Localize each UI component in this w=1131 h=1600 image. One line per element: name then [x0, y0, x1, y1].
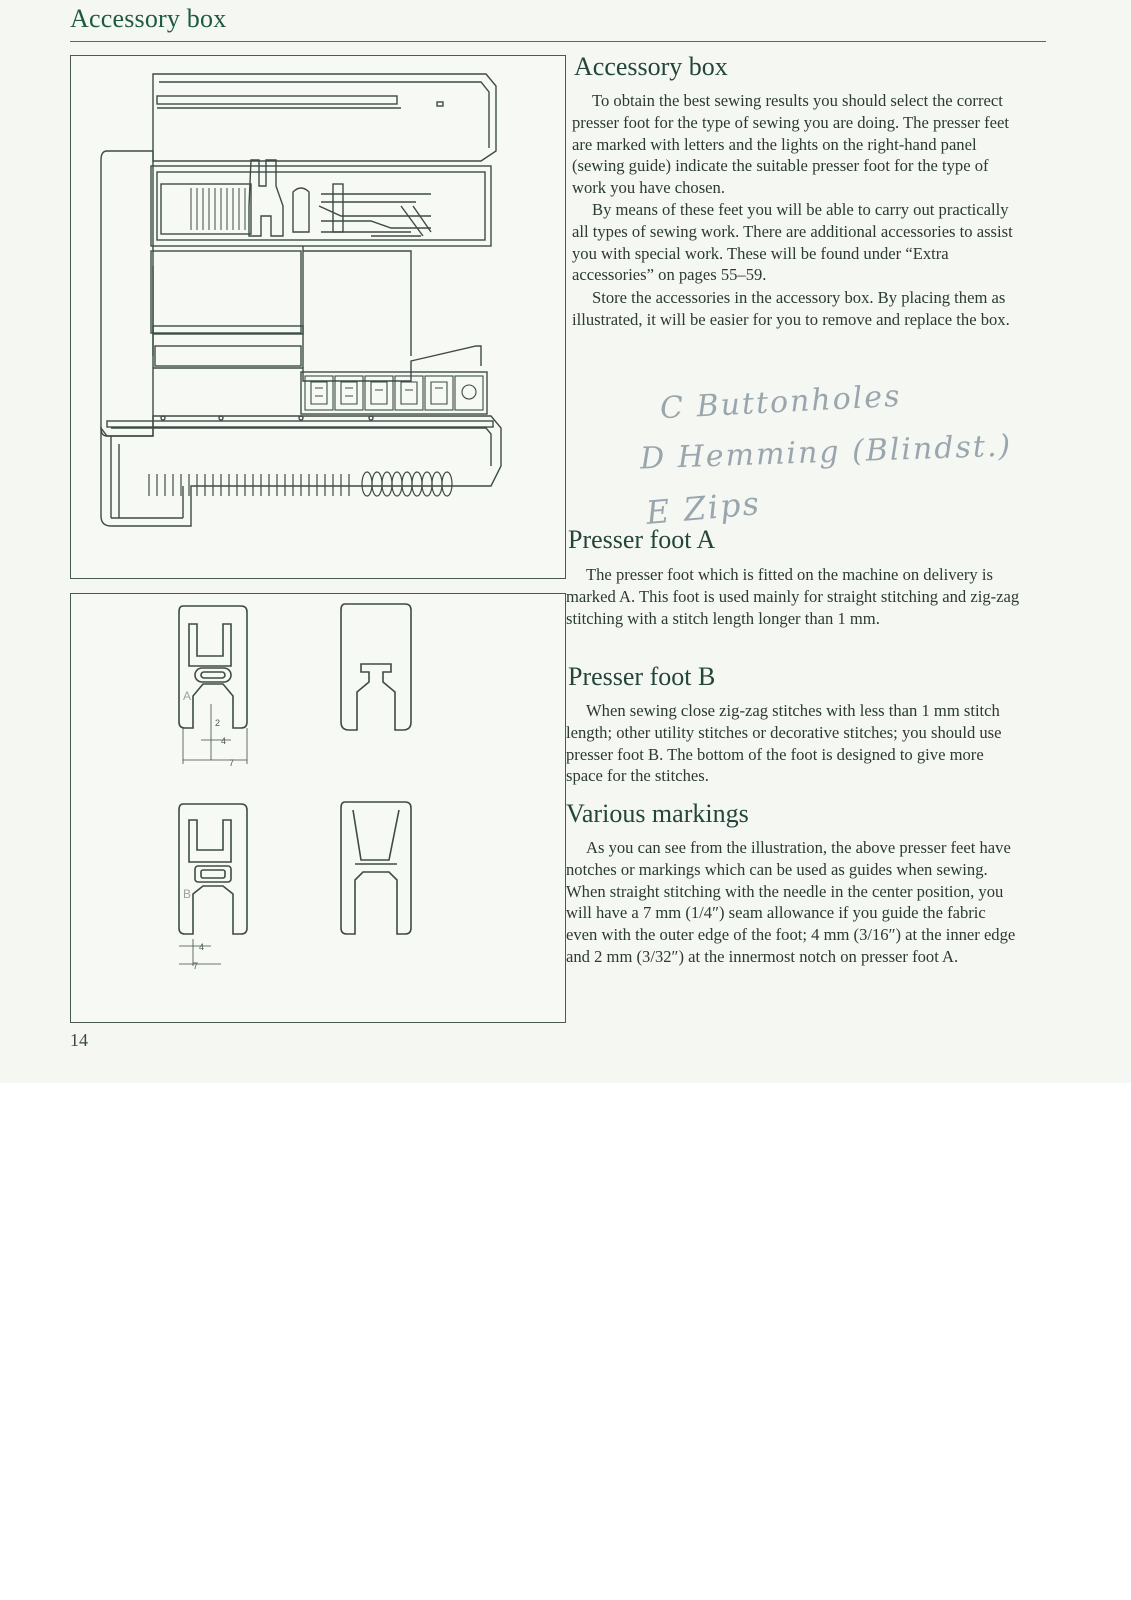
handwritten-note: C Buttonholes	[659, 378, 903, 427]
paragraph: The presser foot which is fitted on the machine on delivery is marked A. This foot is used mainly for straight stitching and zig-zag stitching with a stitch length longer than 1 mm.	[566, 565, 1020, 628]
section-heading-various-markings: Various markings	[566, 799, 749, 828]
svg-text:A: A	[183, 689, 192, 703]
handwritten-note: D Hemming (Blindst.)	[639, 428, 1013, 477]
presser-foot-b-drawing	[179, 804, 247, 971]
paragraph: As you can see from the illustration, the above presser feet have notches or markings which can be used as guides when sewing. When straight stitching with the needle in the center position, you will have a 7 mm (1/4″) seam allowance if you guide the fabric even with the outer edge of the foot; 4 mm (3/16″) at the inner edge and 2 mm (3/32″) at the innermost notch on presser foot A.	[566, 838, 1016, 966]
page-number: 14	[70, 1030, 88, 1050]
running-head: Accessory box	[70, 4, 227, 33]
presser-foot-a-drawing	[179, 606, 247, 768]
paragraph: To obtain the best sewing results you should select the correct presser foot for the type of sewing you are doing. The presser feet are marked with letters and the lights on the right-hand panel (sewing guide) indicate the suitable presser foot for the type of work you have chosen.	[572, 91, 1009, 198]
section-heading-presser-foot-a: Presser foot A	[568, 525, 716, 554]
presser-feet-illustration	[70, 593, 566, 1023]
section-heading-presser-foot-b: Presser foot B	[568, 662, 716, 691]
handwritten-note: E Zips	[644, 484, 763, 532]
paragraph: When sewing close zig-zag stitches with less than 1 mm stitch length; other utility stitches or decorative stitches; you should use presser foot B. The bottom of the foot is designed to give more space for the stitches.	[566, 701, 1002, 786]
header-rule	[70, 41, 1046, 42]
paragraph: By means of these feet you will be able to carry out practically all types of sewing work. There are additional accessories to assist you with special work. These will be found under “Extra accessories” on pages 55–59.	[572, 200, 1013, 285]
svg-text:4: 4	[199, 942, 205, 952]
section-heading-accessory-box: Accessory box	[574, 52, 728, 81]
svg-text:7: 7	[193, 961, 199, 971]
svg-text:4: 4	[221, 736, 227, 746]
paragraph: Store the accessories in the accessory box. By placing them as illustrated, it will be easier for you to remove and replace the box.	[572, 288, 1010, 329]
svg-text:2: 2	[215, 718, 221, 728]
svg-text:7: 7	[229, 758, 235, 768]
accessory-box-illustration	[70, 55, 566, 579]
svg-text:B: B	[183, 887, 192, 901]
